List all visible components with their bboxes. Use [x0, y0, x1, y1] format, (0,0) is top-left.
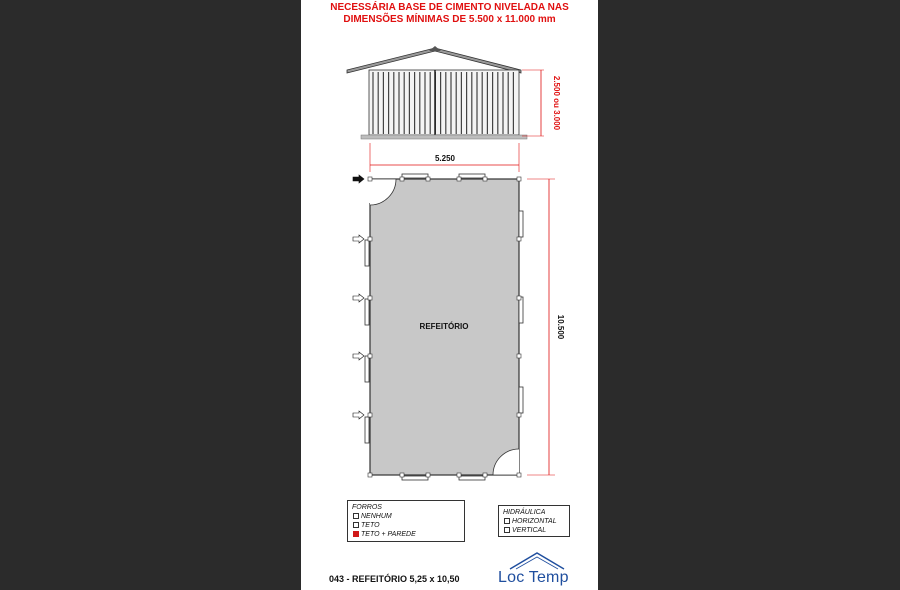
foundation-note-line-1: NECESSÁRIA BASE DE CIMENTO NIVELADA NAS	[330, 2, 569, 13]
arrow-icon	[353, 352, 364, 360]
post	[368, 473, 372, 477]
legend-forros-option-label: NENHUM	[361, 513, 392, 520]
arrow-shape	[353, 235, 364, 243]
arrow-shape	[353, 175, 364, 183]
width-dimension-label: 5.250	[434, 154, 456, 163]
window	[519, 211, 523, 237]
post	[400, 177, 404, 181]
width-dimension	[370, 143, 519, 172]
post	[368, 413, 372, 417]
drawing-sheet	[301, 0, 598, 590]
loc-temp-logo-text: Loc Temp	[498, 569, 569, 586]
window	[519, 387, 523, 413]
legend-hidraulica-option[interactable]	[503, 517, 565, 526]
legend-forros-option-label: TETO + PAREDE	[361, 531, 416, 538]
legend-hidraulica-option[interactable]	[503, 526, 565, 535]
arrow-shape	[353, 352, 364, 360]
post	[426, 177, 430, 181]
checkbox[interactable]	[353, 522, 359, 528]
post	[517, 354, 521, 358]
legend-hidraulica-option-label: HORIZONTAL	[512, 518, 557, 525]
legend-forros-option[interactable]	[352, 521, 460, 530]
window	[365, 240, 369, 266]
arrow-shape	[353, 294, 364, 302]
post	[517, 237, 521, 241]
legend-hidraulica-option-label: VERTICAL	[512, 527, 547, 534]
post	[368, 354, 372, 358]
window	[365, 356, 369, 382]
post	[368, 296, 372, 300]
window	[402, 174, 428, 178]
arrow-icon	[353, 411, 364, 419]
arrow-icon	[353, 175, 364, 183]
post	[368, 177, 372, 181]
front-elevation	[347, 46, 561, 139]
loc-temp-logo-icon	[510, 553, 564, 569]
length-dimension	[527, 179, 565, 475]
post	[517, 296, 521, 300]
wall-marker-arrows	[353, 175, 364, 419]
legend-forros-title: FORROS	[352, 504, 382, 511]
post	[483, 177, 487, 181]
post	[426, 473, 430, 477]
post	[368, 237, 372, 241]
roof-cap	[429, 46, 441, 51]
post	[457, 473, 461, 477]
checkbox[interactable]	[353, 513, 359, 519]
window	[365, 299, 369, 325]
post	[457, 177, 461, 181]
elevation-roof	[347, 48, 521, 73]
checkbox[interactable]	[504, 518, 510, 524]
foundation-note-line-2: DIMENSÕES MÍNIMAS DE 5.500 x 11.000 mm	[343, 14, 556, 25]
checkbox-checked[interactable]	[353, 531, 359, 537]
checkbox[interactable]	[504, 527, 510, 533]
elevation-wall	[369, 70, 519, 135]
drawing-title: 043 - REFEITÓRIO 5,25 x 10,50	[329, 574, 460, 584]
window	[365, 417, 369, 443]
post	[483, 473, 487, 477]
arrow-icon	[353, 235, 364, 243]
legend-forros-option-label: TETO	[361, 522, 380, 529]
post	[517, 473, 521, 477]
legend-forros-option[interactable]	[352, 512, 460, 521]
legend-forros	[347, 500, 465, 542]
post	[400, 473, 404, 477]
height-dimension-label: 2.500 ou 3.000	[552, 75, 561, 131]
post	[517, 177, 521, 181]
arrow-icon	[353, 294, 364, 302]
post	[517, 413, 521, 417]
legend-hidraulica	[498, 505, 570, 537]
window	[402, 476, 428, 480]
arrow-shape	[353, 411, 364, 419]
elevation-base	[361, 135, 527, 139]
floor-plan	[353, 174, 523, 480]
room-label: REFEITÓRIO	[419, 322, 469, 331]
window	[459, 174, 485, 178]
window	[459, 476, 485, 480]
window	[519, 297, 523, 323]
legend-hidraulica-title: HIDRÁULICA	[503, 509, 546, 516]
length-dimension-label: 10.500	[556, 314, 565, 340]
legend-forros-option[interactable]	[352, 530, 460, 539]
